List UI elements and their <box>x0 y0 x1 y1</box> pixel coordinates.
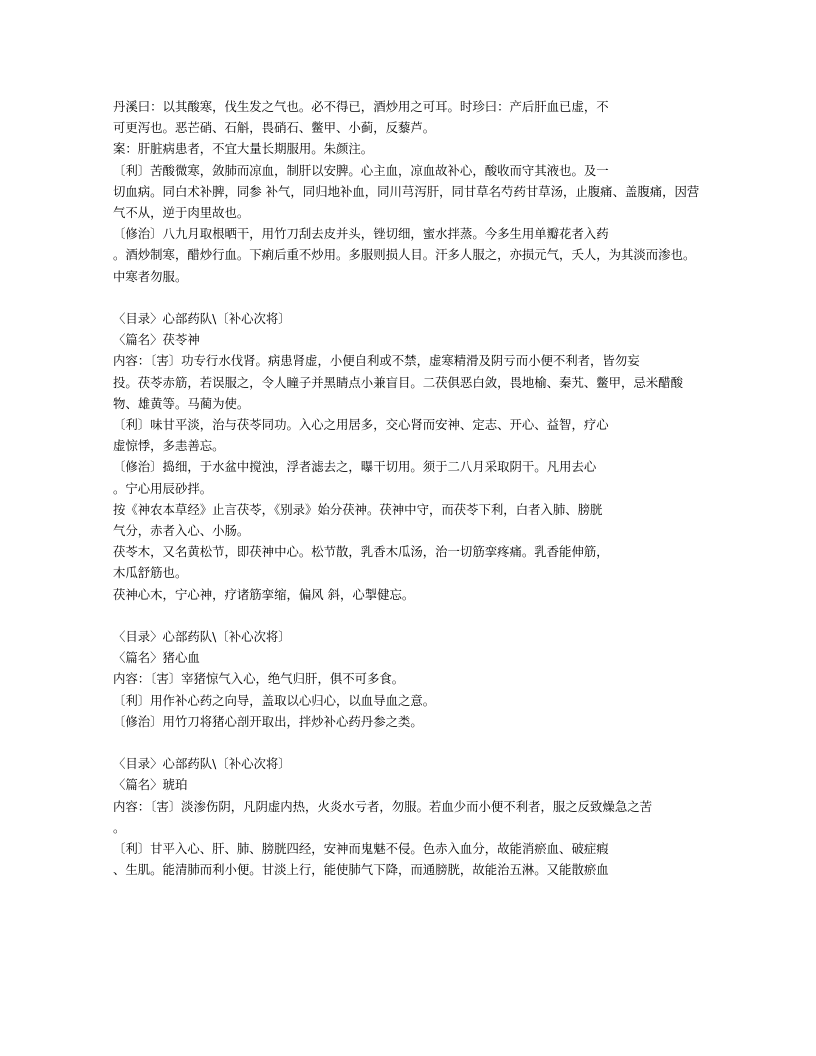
text-line: 〔利〕甘平入心、肝、肺、膀胱四经，安神而鬼魅不侵。色赤入血分，故能消瘀血、破症瘕 <box>113 841 609 857</box>
text-line: 丹溪曰：以其酸寒，伐生发之气也。必不得已，酒炒用之可耳。时珍曰：产后肝血已虚，不 <box>113 99 609 114</box>
text-line: 〔修治〕八九月取根晒干，用竹刀刮去皮并头，锉切细，蜜水拌蒸。今多生用单瓣花者入药 <box>113 226 609 242</box>
text-line: 。宁心用辰砂拌。 <box>113 480 213 496</box>
text-line: 〈篇名〉猪心血 <box>113 650 200 666</box>
text-line: 〈目录〉心部药队\〔补心次将〕 <box>113 756 291 772</box>
paragraph-spacer <box>113 605 706 626</box>
text-line: 切血病。同白术补脾，同参 补气，同归地补血，同川芎泻肝，同甘草名芍药甘草汤，止腹痛、盖腹痛，因营气不从，逆于肉里故也。 <box>113 183 700 221</box>
paragraph-spacer <box>113 287 706 308</box>
text-line: 气分，赤者入心、小肠。 <box>113 523 250 539</box>
document-body <box>113 96 706 880</box>
text-line: 茯苓木，又名黄松节，即茯神中心。松节散，乳香木瓜汤，治一切筋挛疼痛。乳香能伸筋， <box>113 544 609 560</box>
text-line: 茯神心木，宁心神，疗诸筋挛缩，偏风 斜，心掣健忘。 <box>113 586 415 602</box>
text-line: 、生肌。能清肺而利小便。甘淡上行，能使肺气下降，而通膀胱，故能治五淋。又能散瘀血 <box>113 862 609 878</box>
text-line: 〈目录〉心部药队\〔补心次将〕 <box>113 629 291 645</box>
text-line: 〔利〕用作补心药之向导，盖取以心归心，以血导血之意。 <box>113 692 436 708</box>
text-line: 〔利〕味甘平淡，治与茯苓同功。入心之用居多，交心肾而安神、定志、开心、益智，疗心 <box>113 417 609 433</box>
text-line: 按《神农本草经》止言茯苓，《别录》始分茯神。茯神中守，而茯苓下利，白者入肺、膀胱 <box>113 501 603 517</box>
text-line: 投。茯苓赤筋，若误服之，令人瞳子并黑睛点小兼盲目。二茯俱恶白敛，畏地榆、秦艽、鳖甲，忌米醋酸物、雄黄等。马蔺为使。 <box>113 374 683 411</box>
text-line: 。酒炒制寒，醋炒行血。下痢后重不炒用。多服则损人目。汗多人服之，亦损元气，夭人，为其淡而渗也。中寒者勿服。 <box>113 247 696 284</box>
text-line: 内容：〔害〕淡渗伤阴，凡阴虚内热，火炎水亏者，勿服。若血少而小便不利者，服之反致燥急之苦 <box>113 798 652 814</box>
text-line: 案：肝脏病患者，不宜大量长期服用。朱颜注。 <box>113 141 374 157</box>
text-line: 内容：〔害〕功专行水伐肾。病患肾虚，小便自利或不禁，虚寒精滑及阴亏而小便不利者，皆勿妄 <box>113 353 640 369</box>
text-line: 可更泻也。恶芒硝、石斛，畏硝石、鳖甲、小蓟，反藜芦。 <box>113 120 436 136</box>
text-line: 〔修治〕用竹刀将猪心剖开取出，拌炒补心药丹参之类。 <box>113 713 423 729</box>
text-line: 内容：〔害〕宰猪惊气入心，绝气归肝，俱不可多食。 <box>113 671 405 687</box>
text-line: 〔利〕苦酸微寒，敛肺而凉血，制肝以安脾。心主血，凉血故补心，酸收而守其液也。及一 <box>113 162 609 178</box>
paragraph-spacer <box>113 732 706 753</box>
text-line: 〈目录〉心部药队\〔补心次将〕 <box>113 311 291 327</box>
text-line: 〈篇名〉茯苓神 <box>113 332 200 348</box>
text-line: 虚惊悸，多恚善忘。 <box>113 438 225 454</box>
text-line: 木瓜舒筋也。 <box>113 565 188 581</box>
text-line: 〔修治〕捣细，于水盆中搅浊，浮者滤去之，曝干切用。须于二八月采取阴干。凡用去心 <box>113 459 597 475</box>
text-line: 。 <box>113 819 126 835</box>
text-line: 〈篇名〉琥珀 <box>113 777 188 793</box>
